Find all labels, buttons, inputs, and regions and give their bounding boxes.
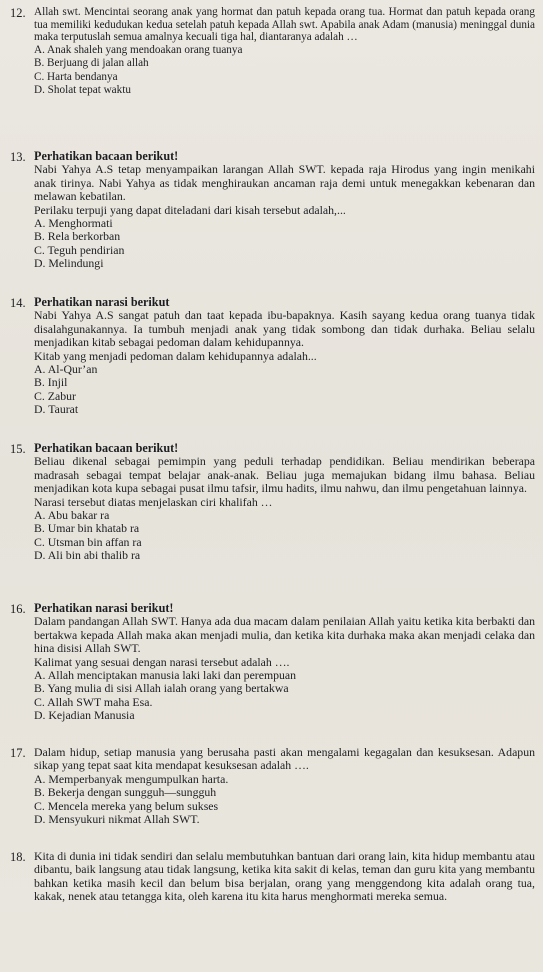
question-title: Perhatikan bacaan berikut! — [34, 441, 179, 455]
question-prompt: Kalimat yang sesuai dengan narasi tersebut adalah …. — [34, 654, 290, 669]
option-a[interactable]: A. Allah menciptakan manusia laki laki dan perempuan — [34, 668, 297, 683]
option-c[interactable]: C. Utsman bin affan ra — [34, 534, 142, 549]
question-text: Kita di dunia ini tidak sendiri dan selalu membutuhkan bantuan dari orang lain, kita hidup membantu atau dibantu, baik langsung atau tidak langsung, ketika kita sakit di kelas, teman dan guru kita yang membantu bahkan ketika masih kecil dan belum bisa berjalan, orang yang menggendong kita adalah orang tua, kakak, nenek atau tetangga kita, oleh karena itu kita harus menghormati mereka semua. — [34, 849, 535, 904]
option-a[interactable]: A. Abu bakar ra — [34, 508, 110, 523]
question-18 — [10, 850, 535, 904]
question-text: Nabi Yahya A.S tetap menyampaikan larangan Allah SWT. kepada raja Hirodus yang ingin menikahi anak tirinya. Nabi Yahya as tidak menghiraukan ancaman raja demi untuk menegakkan kebenaran dan melawan kebatilan. — [34, 162, 535, 204]
option-c[interactable]: C. Harta bendanya — [34, 70, 118, 83]
option-c[interactable]: C. Zabur — [34, 388, 76, 403]
option-b[interactable]: B. Yang mulia di sisi Allah ialah orang yang bertakwa — [34, 681, 289, 696]
option-d[interactable]: D. Mensyukuri nikmat Allah SWT. — [34, 812, 200, 827]
question-number: 14. — [10, 296, 26, 310]
question-title: Perhatikan bacaan berikut! — [34, 149, 179, 163]
option-d[interactable]: D. Sholat tepat waktu — [34, 84, 131, 96]
option-a[interactable]: A. Menghormati — [34, 216, 113, 231]
option-d[interactable]: D. Taurat — [34, 402, 79, 417]
option-a[interactable]: A. Anak shaleh yang mendoakan orang tuanya — [34, 43, 243, 56]
option-b[interactable]: B. Umar bin khatab ra — [34, 521, 140, 536]
question-12 — [10, 6, 535, 97]
question-prompt: Perilaku terpuji yang dapat diteladani dari kisah tersebut adalah,... — [34, 202, 346, 217]
option-d[interactable]: D. Melindungi — [34, 256, 104, 271]
question-text: Dalam hidup, setiap manusia yang berusaha pasti akan mengalami kegagalan dan kesuksesan. Adapun sikap yang tepat saat kita mendapat kesuksesan adalah …. — [34, 745, 535, 773]
question-prompt: Kitab yang menjadi pedoman dalam kehidupannya adalah... — [34, 348, 317, 363]
question-prompt: Narasi tersebut diatas menjelaskan ciri khalifah … — [34, 494, 273, 509]
question-number: 16. — [10, 602, 26, 616]
question-text: Allah swt. Mencintai seorang anak yang hormat dan patuh kepada orang tua. Hormat dan patuh kepada orang tua memiliki kedudukan kedua setelah patuh kepada Allah swt. Apabila anak Adam (manusia) meninggal dunia maka terputuslah semua amalnya kecuali tiga hal, diantaranya adalah … — [34, 6, 535, 44]
question-title: Perhatikan narasi berikut — [34, 295, 170, 309]
option-d[interactable]: D. Ali bin abi thalib ra — [34, 548, 141, 563]
question-text: Beliau dikenal sebagai pemimpin yang peduli terhadap pendidikan. Beliau mendirikan beberapa madrasah sebagai tempat belajar anak-anak. Beliau juga memajukan bidang ilmu bahasa. Beliau menjadikan kota kupa sebagai pusat ilmu tafsir, ilmu hadits, ilmu nahwu, dan ilmu pengetahuan lainnya. — [34, 454, 535, 496]
question-17 — [10, 746, 535, 826]
option-b[interactable]: B. Bekerja dengan sungguh—sungguh — [34, 785, 217, 800]
option-b[interactable]: B. Berjuang di jalan allah — [34, 57, 149, 70]
option-b[interactable]: B. Rela berkorban — [34, 229, 121, 244]
question-number: 13. — [10, 150, 26, 164]
option-c[interactable]: C. Mencela mereka yang belum sukses — [34, 798, 219, 813]
question-13 — [10, 150, 535, 271]
question-number: 18. — [10, 850, 26, 864]
question-15 — [10, 442, 535, 563]
question-title: Perhatikan narasi berikut! — [34, 601, 174, 615]
question-14 — [10, 296, 535, 417]
question-text: Nabi Yahya A.S sangat patuh dan taat kepada ibu-bapaknya. Kasih sayang kedua orang tuanya tidak disalahgunakannya. Ia tumbuh menjadi anak yang tidak sombong dan tidak durhaka. Beliau selalu menjadikan kitab sebagai pedoman dalam kehidupannya. — [34, 308, 535, 350]
option-c[interactable]: C. Allah SWT maha Esa. — [34, 694, 153, 709]
question-text: Dalam pandangan Allah SWT. Hanya ada dua macam dalam penilaian Allah yaitu ketika kita berbakti dan bertakwa kepada Allah maka akan menjadi mulia, dan ketika kita durhaka maka akan menjadi celaka dan hina disisi Allah SWT. — [34, 614, 535, 656]
option-b[interactable]: B. Injil — [34, 375, 68, 390]
option-d[interactable]: D. Kejadian Manusia — [34, 708, 135, 723]
option-a[interactable]: A. Al-Qur’an — [34, 362, 98, 377]
question-number: 15. — [10, 442, 26, 456]
question-number: 17. — [10, 746, 26, 760]
option-a[interactable]: A. Memperbanyak mengumpulkan harta. — [34, 771, 229, 786]
question-16 — [10, 602, 535, 723]
option-c[interactable]: C. Teguh pendirian — [34, 242, 125, 257]
question-number: 12. — [10, 6, 26, 20]
